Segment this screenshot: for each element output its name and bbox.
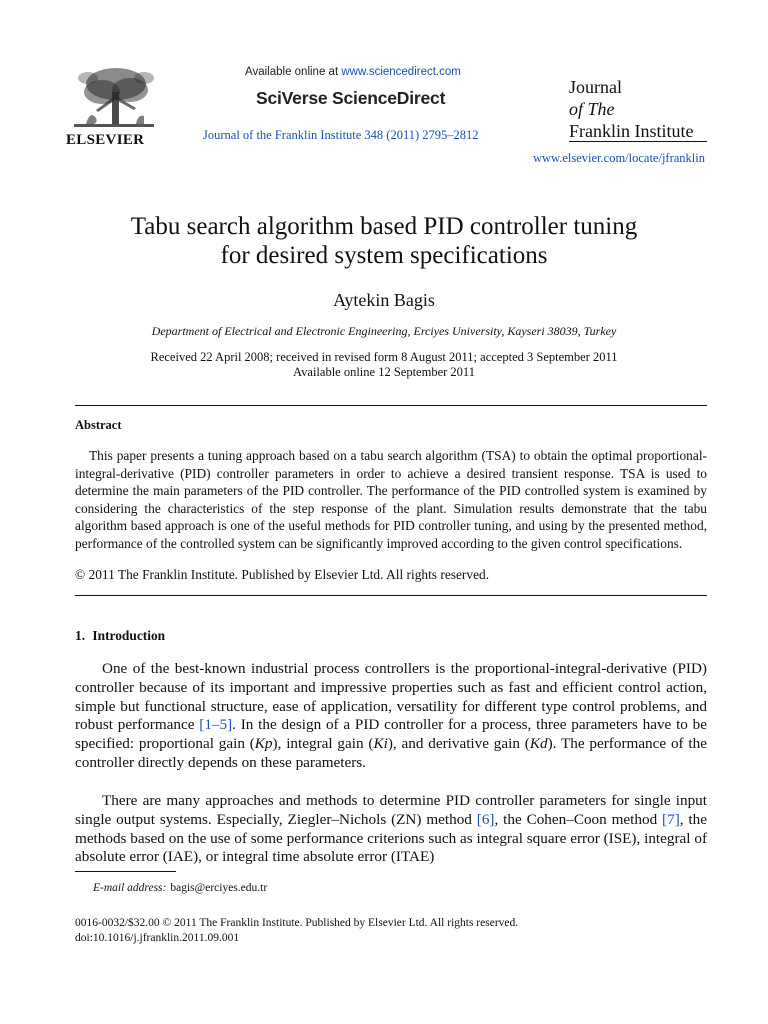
journal-title-rule (569, 141, 707, 142)
citation-link-6[interactable]: [6] (476, 810, 495, 828)
p2-text-b: , the Cohen–Coon method (494, 810, 663, 828)
article-dates (40, 350, 728, 380)
p1-text-d: ), and derivative gain ( (387, 735, 530, 753)
issn-line: 0016-0032/$32.00 © 2011 The Franklin Institute. Published by Elsevier Ltd. All rights reserved. (75, 917, 519, 929)
available-online-date: Available online 12 September 2011 (293, 365, 475, 379)
sciverse-brand: SciVerse ScienceDirect (256, 88, 446, 108)
available-online-line (245, 66, 461, 78)
email-address[interactable]: bagis@erciyes.edu.tr (170, 882, 268, 894)
article-title-line-1: Tabu search algorithm based PID controller tuning (130, 213, 638, 240)
publisher-name: ELSEVIER (66, 132, 145, 148)
p1-text-b: . In the design of a PID controller for a process, three parameters have to be specified: proportional gain ( (75, 716, 707, 753)
p1-text-a: One of the best-known industrial process controllers is the proportional-integral-derivative (PID) controller because of its important and impressive properties such as fast and efficient control action, simple but functional structure, ease of application, versatility for different type control problems, and robust performance (75, 660, 707, 734)
footnote-rule (75, 871, 176, 872)
article-title-line-2: for desired system specifications (220, 242, 548, 269)
abstract-bottom-rule (75, 595, 707, 596)
section-heading-introduction (75, 628, 169, 644)
p1-text-e: ). The performance of the controller directly depends on these parameters. (75, 735, 707, 771)
sciencedirect-link[interactable]: www.sciencedirect.com (341, 66, 461, 78)
journal-citation[interactable]: Journal of the Franklin Institute 348 (2011) 2795–2812 (203, 128, 479, 142)
symbol-ki: Ki (373, 735, 388, 753)
intro-paragraph-2 (75, 792, 707, 867)
journal-title-line-3: Franklin Institute (569, 121, 694, 141)
journal-url-link[interactable]: www.elsevier.com/locate/jfranklin (532, 151, 705, 165)
abstract-top-rule (75, 405, 707, 406)
email-label: E-mail address: (93, 882, 167, 894)
journal-title-line-2-text: of The (569, 99, 615, 119)
citation-link-7[interactable]: [7] (662, 810, 680, 828)
symbol-kd: Kd (529, 735, 548, 753)
p1-text-c: ), integral gain ( (272, 735, 374, 753)
citation-link-1-5[interactable]: [1–5] (199, 716, 233, 734)
journal-title-line-1: Journal (569, 77, 622, 97)
section-title: Introduction (92, 628, 166, 643)
abstract-copyright: © 2011 The Franklin Institute. Published by Elsevier Ltd. All rights reserved. (75, 567, 490, 582)
received-dates: Received 22 April 2008; received in revised form 8 August 2011; accepted 3 September 2011 (150, 350, 618, 364)
author-affiliation: Department of Electrical and Electronic Engineering, Erciyes University, Kayseri 38039, Turkey (151, 324, 617, 338)
p2-text-c: , the methods based on the use of some performance criterions such as integral square error (ISE), integral of absolute error (IAE), or integral time absolute error (ITAE) (75, 810, 707, 866)
journal-title (569, 76, 694, 142)
journal-title-line-2 (569, 98, 694, 120)
abstract-body: This paper presents a tuning approach based on a tabu search algorithm (TSA) to obtain the optimal proportional-integral-derivative (PID) controller parameters in order to achieve a desired transient response. TSA is used to determine the main parameters of the PID controller. The performance of the PID controlled system is examined by considering the characteristics of the step response of the plant. Simulation results demonstrate that the tabu algorithm based approach is one of the useful methods for PID controller tuning, and using by the presented method, performance of the controlled system can be significantly improved according to the given control specifications. (75, 448, 707, 551)
email-footnote (93, 882, 267, 894)
available-online-label: Available online at (245, 66, 339, 78)
author-name: Aytekin Bagis (333, 290, 435, 310)
symbol-kp: Kp (254, 735, 273, 753)
abstract-heading: Abstract (75, 418, 122, 432)
p2-text-a: There are many approaches and methods to determine PID controller parameters for single input single output systems. Especially, Ziegler–Nichols (ZN) method (75, 792, 707, 828)
article-title (40, 212, 728, 270)
intro-paragraph-1 (75, 660, 707, 773)
doi-line: doi:10.1016/j.jfranklin.2011.09.001 (75, 932, 240, 944)
issn-doi-block (75, 916, 518, 946)
section-number: 1. (75, 628, 86, 643)
